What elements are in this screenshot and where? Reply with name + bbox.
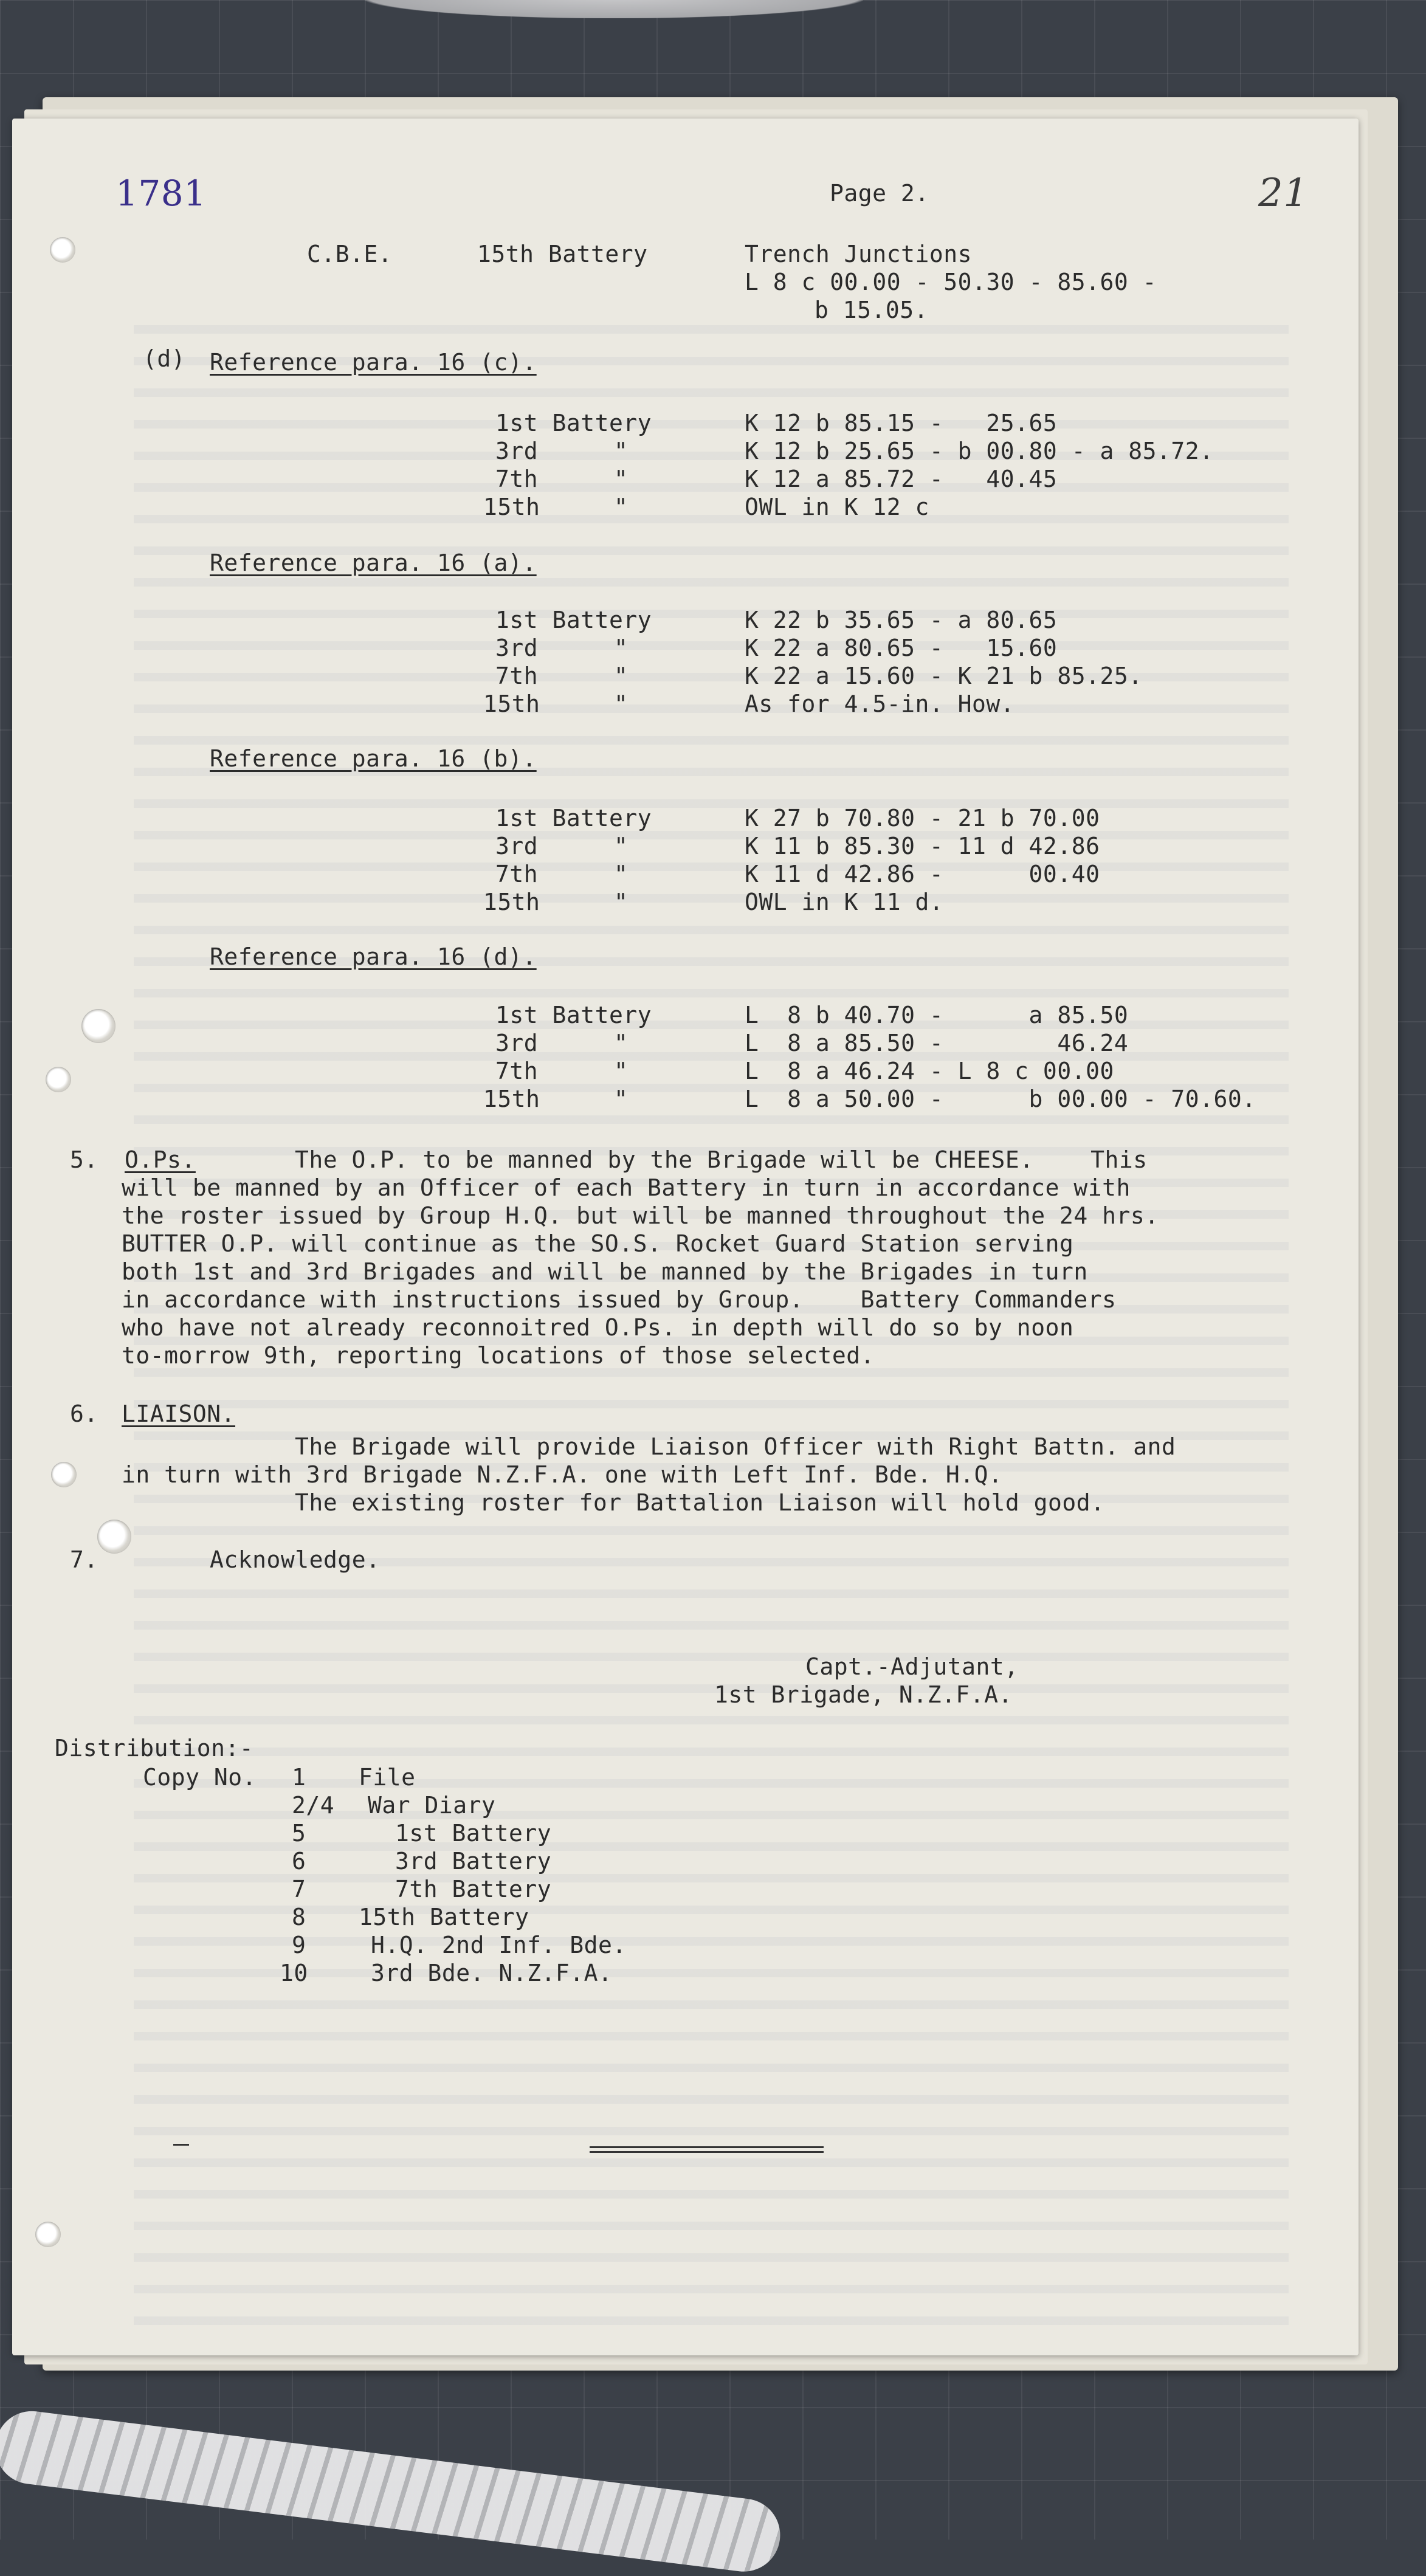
punch-hole [81, 1009, 115, 1043]
cbe-line2: b 15.05. [815, 297, 929, 323]
row-coords: As for 4.5-in. How. [745, 690, 1015, 717]
copy-recipient: 7th Battery [395, 1876, 552, 1903]
section-heading: Reference para. 16 (c). [210, 349, 537, 376]
ditto-mark: " [614, 494, 629, 520]
row-coords: L 8 b 40.70 - a 85.50 [745, 1002, 1129, 1028]
closing-rule [590, 2146, 824, 2148]
copy-recipient: H.Q. 2nd Inf. Bde. [371, 1932, 627, 1958]
distribution-heading: Distribution:- [55, 1735, 254, 1762]
para-text-line: to-morrow 9th, reporting locations of those selected. [122, 1342, 875, 1369]
para-text-line: BUTTER O.P. will continue as the SO.S. Rocket Guard Station serving [122, 1230, 1074, 1257]
signature-title: Capt.-Adjutant, [805, 1653, 1019, 1680]
para-number: 6. [70, 1400, 98, 1427]
ditto-mark: " [614, 690, 629, 717]
row-coords: L 8 a 85.50 - 46.24 [745, 1030, 1129, 1056]
row-unit: 1st Battery [495, 805, 652, 832]
para-number: 5. [70, 1146, 98, 1173]
copy-number: 5 [292, 1820, 306, 1847]
row-unit: 15th [483, 889, 540, 915]
row-coords: K 22 a 80.65 - 15.60 [745, 635, 1058, 661]
row-coords: K 11 b 85.30 - 11 d 42.86 [745, 833, 1100, 859]
copy-recipient: File [359, 1764, 416, 1791]
para-text-line: will be manned by an Officer of each Battery in turn in accordance with [122, 1174, 1131, 1201]
cbe-line1: L 8 c 00.00 - 50.30 - 85.60 - [745, 269, 1157, 295]
copy-number: 7 [292, 1876, 306, 1903]
punch-hole [46, 1067, 71, 1092]
copy-recipient: 15th Battery [359, 1904, 529, 1930]
document-number-stamp: 1781 [115, 173, 207, 214]
cbe-ref: C.B.E. [307, 241, 393, 267]
row-coords: K 27 b 70.80 - 21 b 70.00 [745, 805, 1100, 832]
cbe-label: Trench Junctions [745, 241, 973, 267]
section-heading: Reference para. 16 (b). [210, 745, 537, 772]
copy-recipient: 3rd Battery [395, 1848, 552, 1875]
cord-top [365, 0, 863, 18]
ditto-mark: " [614, 1086, 629, 1112]
row-unit: 7th [495, 466, 539, 492]
row-coords: OWL in K 12 c [745, 494, 929, 520]
para-heading: O.Ps. [125, 1146, 196, 1173]
row-unit: 3rd [495, 438, 539, 464]
row-coords: K 12 a 85.72 - 40.45 [745, 466, 1058, 492]
para-text-line: The existing roster for Battalion Liaison will hold good. [295, 1489, 1105, 1516]
para-text-line: the roster issued by Group H.Q. but will be manned throughout the 24 hrs. [122, 1202, 1159, 1229]
para-text-line: The Brigade will provide Liaison Officer with Right Battn. and [295, 1433, 1176, 1460]
row-unit: 3rd [495, 635, 539, 661]
punch-hole [97, 1520, 131, 1554]
margin-tick [173, 2144, 189, 2146]
section-heading: Reference para. 16 (d). [210, 943, 537, 970]
row-coords: K 22 a 15.60 - K 21 b 85.25. [745, 663, 1143, 689]
row-coords: K 12 b 25.65 - b 00.80 - a 85.72. [745, 438, 1214, 464]
row-unit: 7th [495, 663, 539, 689]
punch-hole [51, 1462, 77, 1487]
copy-number: 2/4 [292, 1792, 335, 1819]
para-heading: LIAISON. [122, 1400, 236, 1427]
para-text-line: in accordance with instructions issued by Group. Battery Commanders [122, 1286, 1117, 1313]
row-coords: OWL in K 11 d. [745, 889, 944, 915]
copy-recipient: War Diary [368, 1792, 496, 1819]
ditto-mark: " [614, 833, 629, 859]
punch-hole [50, 237, 75, 263]
para-text-line: in turn with 3rd Brigade N.Z.F.A. one with Left Inf. Bde. H.Q. [122, 1461, 1003, 1488]
row-coords: K 12 b 85.15 - 25.65 [745, 410, 1058, 436]
row-unit: 15th [483, 690, 540, 717]
copy-number: 10 [280, 1960, 308, 1986]
cbe-battery: 15th Battery [477, 241, 648, 267]
copy-label: Copy No. [143, 1764, 257, 1791]
section-prefix: (d) [143, 345, 186, 372]
page-label: Page 2. [830, 180, 929, 207]
row-unit: 15th [483, 494, 540, 520]
row-coords: K 22 b 35.65 - a 80.65 [745, 607, 1058, 633]
folio-number: 21 [1258, 171, 1309, 216]
row-unit: 7th [495, 1058, 539, 1084]
ditto-mark: " [614, 438, 629, 464]
ditto-mark: " [614, 861, 629, 887]
row-coords: L 8 a 50.00 - b 00.00 - 70.60. [745, 1086, 1256, 1112]
copy-recipient: 3rd Bde. N.Z.F.A. [371, 1960, 613, 1986]
ditto-mark: " [614, 466, 629, 492]
row-unit: 1st Battery [495, 410, 652, 436]
row-coords: K 11 d 42.86 - 00.40 [745, 861, 1100, 887]
row-unit: 15th [483, 1086, 540, 1112]
copy-number: 8 [292, 1904, 306, 1930]
punch-hole [35, 2222, 61, 2247]
para-text-line: Acknowledge. [210, 1546, 381, 1573]
copy-number: 9 [292, 1932, 306, 1958]
copy-number: 6 [292, 1848, 306, 1875]
para-number: 7. [70, 1546, 98, 1573]
section-heading: Reference para. 16 (a). [210, 549, 537, 576]
copy-number: 1 [292, 1764, 306, 1791]
ditto-mark: " [614, 663, 629, 689]
document-page [12, 119, 1359, 2355]
para-text-line: who have not already reconnoitred O.Ps. in depth will do so by noon [122, 1314, 1074, 1341]
copy-recipient: 1st Battery [395, 1820, 552, 1847]
row-unit: 3rd [495, 833, 539, 859]
ditto-mark: " [614, 889, 629, 915]
para-text-line: both 1st and 3rd Brigades and will be manned by the Brigades in turn [122, 1258, 1088, 1285]
ditto-mark: " [614, 1058, 629, 1084]
ditto-mark: " [614, 1030, 629, 1056]
row-unit: 1st Battery [495, 1002, 652, 1028]
row-unit: 7th [495, 861, 539, 887]
para-text-line: The O.P. to be manned by the Brigade will be CHEESE. This [295, 1146, 1148, 1173]
ditto-mark: " [614, 635, 629, 661]
signature-unit: 1st Brigade, N.Z.F.A. [714, 1681, 1013, 1708]
row-unit: 3rd [495, 1030, 539, 1056]
row-coords: L 8 a 46.24 - L 8 c 00.00 [745, 1058, 1114, 1084]
closing-rule [590, 2151, 824, 2153]
row-unit: 1st Battery [495, 607, 652, 633]
